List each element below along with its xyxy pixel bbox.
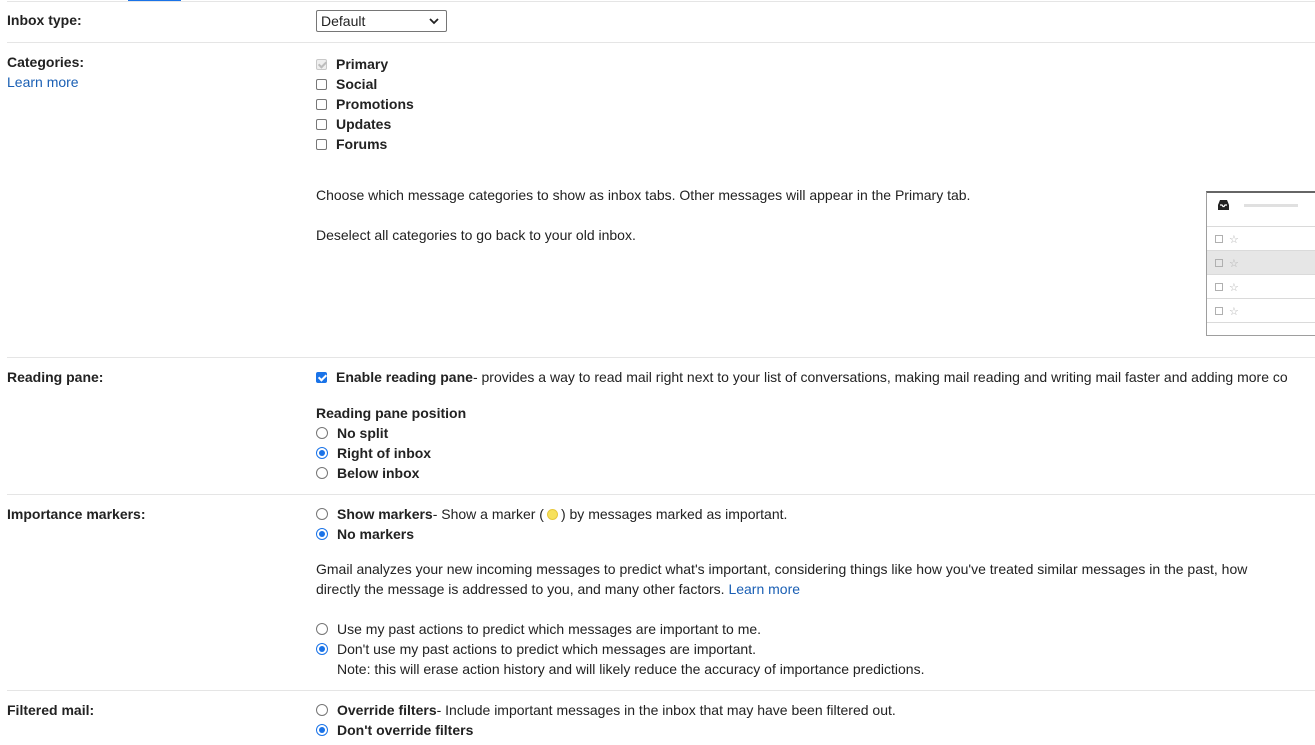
no-split-label: No split [337, 425, 389, 441]
dont-override-filters-option[interactable] [316, 720, 473, 740]
category-updates-label: Updates [336, 116, 392, 132]
preview-row [1207, 250, 1315, 275]
enable-reading-pane-description: - provides a way to read mail right next to your list of conversations, making mail reading and writing mail faster and adding more co [472, 369, 1288, 385]
reading-pane-label: Reading pane: [7, 369, 104, 385]
below-inbox-label: Below inbox [337, 465, 420, 481]
category-social-checkbox[interactable] [316, 79, 327, 90]
dont-override-filters-radio[interactable] [316, 724, 328, 736]
categories-label: Categories: [7, 54, 85, 70]
importance-markers-label: Importance markers: [7, 506, 146, 522]
section-divider [7, 494, 1315, 495]
category-primary[interactable] [316, 54, 388, 74]
override-filters-option[interactable] [316, 700, 896, 720]
use-past-actions-label: Use my past actions to predict which messages are important to me. [337, 621, 762, 637]
category-promotions[interactable] [316, 94, 414, 114]
preview-row [1207, 322, 1315, 337]
dont-use-past-actions-radio[interactable] [316, 643, 328, 655]
importance-marker-icon [547, 509, 558, 520]
section-divider [7, 357, 1315, 358]
no-markers-radio[interactable] [316, 528, 328, 540]
inbox-tabs-preview [1206, 191, 1315, 336]
enable-reading-pane-checkbox[interactable] [316, 372, 327, 383]
filtered-mail-label: Filtered mail: [7, 702, 95, 718]
chevron-down-icon [428, 15, 440, 27]
inbox-type-select[interactable] [316, 10, 447, 32]
use-past-actions-radio[interactable] [316, 623, 328, 635]
reading-pane-below-inbox[interactable] [316, 463, 419, 483]
star-icon: ☆ [1229, 257, 1239, 270]
category-primary-checkbox[interactable] [316, 59, 327, 70]
preview-row [1207, 226, 1315, 251]
star-icon: ☆ [1229, 305, 1239, 318]
category-promotions-checkbox[interactable] [316, 99, 327, 110]
right-of-inbox-radio[interactable] [316, 447, 328, 459]
categories-deselect-note: Deselect all categories to go back to your old inbox. [316, 227, 636, 243]
override-filters-label: Override filters [337, 702, 437, 718]
category-social-label: Social [336, 76, 378, 92]
show-markers-desc-after: ) by messages marked as important. [560, 506, 788, 522]
importance-analysis-text: directly the message is addressed to you, and many other factors. [316, 581, 725, 597]
section-divider [7, 690, 1315, 691]
inbox-type-selected-value: Default [321, 13, 366, 29]
use-past-actions-option[interactable] [316, 619, 761, 639]
checkbox-icon [1215, 259, 1223, 267]
dont-use-past-actions-option[interactable] [316, 639, 756, 659]
preview-tab-line [1244, 204, 1298, 207]
right-of-inbox-label: Right of inbox [337, 445, 432, 461]
below-inbox-radio[interactable] [316, 467, 328, 479]
dont-override-filters-label: Don't override filters [337, 722, 474, 738]
show-markers-option[interactable] [316, 504, 787, 524]
override-filters-description: - Include important messages in the inbox that may have been filtered out. [436, 702, 896, 718]
enable-reading-pane[interactable] [316, 367, 1288, 387]
no-markers-label: No markers [337, 526, 415, 542]
reading-pane-no-split[interactable] [316, 423, 388, 443]
category-promotions-label: Promotions [336, 96, 414, 112]
checkbox-icon [1215, 235, 1223, 243]
importance-learn-more-link[interactable]: Learn more [728, 581, 801, 597]
show-markers-label: Show markers [337, 506, 433, 522]
categories-learn-more-link[interactable]: Learn more [7, 74, 79, 90]
enable-reading-pane-label: Enable reading pane [336, 369, 473, 385]
importance-analysis-line1: Gmail analyzes your new incoming messages to predict what's important, considering things like how you've treated similar messages in the past, how [316, 561, 1248, 577]
checkbox-icon [1215, 283, 1223, 291]
section-divider [7, 1, 1315, 2]
checkbox-icon [1215, 307, 1223, 315]
no-split-radio[interactable] [316, 427, 328, 439]
category-forums-label: Forums [336, 136, 388, 152]
no-markers-option[interactable] [316, 524, 414, 544]
show-markers-desc-before: - Show a marker ( [432, 506, 544, 522]
category-forums-checkbox[interactable] [316, 139, 327, 150]
reading-pane-right-of-inbox[interactable] [316, 443, 431, 463]
category-forums[interactable] [316, 134, 387, 154]
preview-row [1207, 274, 1315, 299]
category-primary-label: Primary [336, 56, 389, 72]
inbox-icon [1217, 199, 1230, 211]
inbox-type-label: Inbox type: [7, 12, 82, 28]
category-updates-checkbox[interactable] [316, 119, 327, 130]
section-divider [7, 42, 1315, 43]
dont-use-past-actions-label: Don't use my past actions to predict which messages are important. [337, 641, 756, 657]
override-filters-radio[interactable] [316, 704, 328, 716]
category-social[interactable] [316, 74, 377, 94]
importance-note: Note: this will erase action history and will likely reduce the accuracy of importance predictions. [337, 661, 925, 677]
star-icon: ☆ [1229, 281, 1239, 294]
importance-analysis-line2 [316, 581, 800, 597]
show-markers-radio[interactable] [316, 508, 328, 520]
category-updates[interactable] [316, 114, 391, 134]
reading-pane-position-heading: Reading pane position [316, 405, 467, 421]
categories-description: Choose which message categories to show as inbox tabs. Other messages will appear in the Primary tab. [316, 187, 971, 203]
star-icon: ☆ [1229, 233, 1239, 246]
preview-row [1207, 298, 1315, 323]
